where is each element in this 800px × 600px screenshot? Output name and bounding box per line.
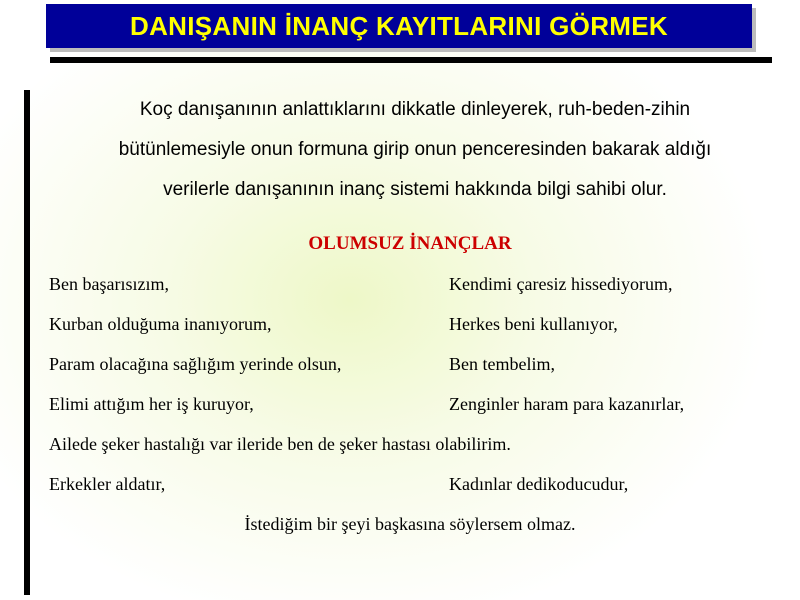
belief-left: Kurban olduğuma inanıyorum, [49, 314, 272, 334]
intro-line: verilerle danışanının inanç sistemi hakkında bilgi sahibi olur. [163, 179, 667, 200]
beliefs-heading: OLUMSUZ İNANÇLAR [308, 233, 512, 254]
belief-left: Erkekler aldatır, [49, 474, 166, 494]
belief-right: Zenginler haram para kazanırlar, [449, 394, 685, 414]
belief-full: Ailede şeker hastalığı var ileride ben de şeker hastası olabilirim. [49, 434, 511, 454]
title-banner [46, 4, 752, 48]
belief-right: Herkes beni kullanıyor, [449, 314, 618, 334]
belief-left: Elimi attığım her iş kuruyor, [49, 394, 254, 414]
belief-left: Ben başarısızım, [49, 274, 169, 294]
closing-belief: İstediğim bir şeyi başkasına söylersem olmaz. [244, 514, 576, 534]
intro-paragraph [40, 90, 790, 210]
belief-right: Ben tembelim, [449, 354, 555, 374]
belief-left: Param olacağına sağlığım yerinde olsun, [49, 354, 342, 374]
intro-line: Koç danışanının anlattıklarını dikkatle dinleyerek, ruh-beden-zihin [139, 99, 691, 120]
intro-line: bütünlemesiyle onun formuna girip onun penceresinden bakarak aldığı [118, 139, 712, 160]
top-divider [50, 57, 772, 63]
belief-right: Kadınlar dedikoducudur, [449, 474, 629, 494]
slide-title: DANIŞANIN İNANÇ KAYITLARINI GÖRMEK [130, 10, 668, 41]
belief-right: Kendimi çaresiz hissediyorum, [449, 274, 673, 294]
